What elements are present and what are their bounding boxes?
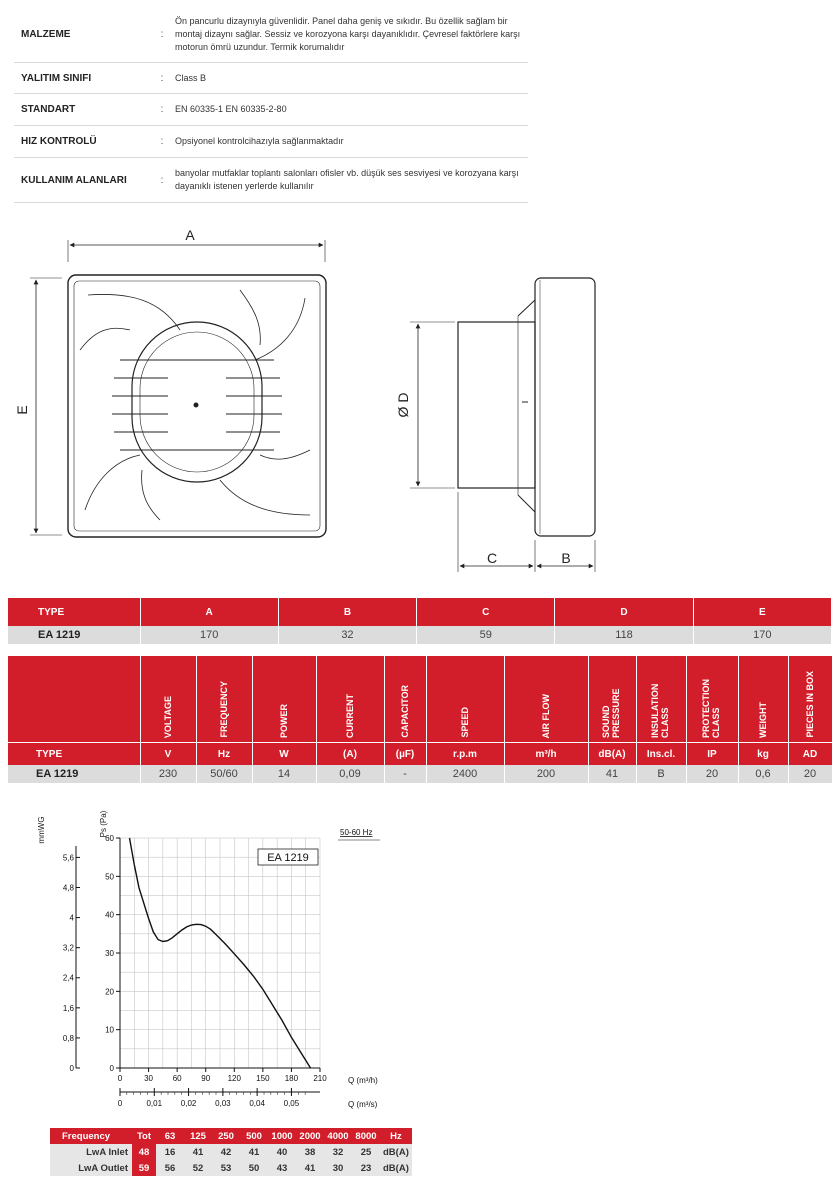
noise-inlet-row: [50, 1144, 412, 1160]
y-tick-label-pa: 0: [109, 1064, 114, 1073]
x-tick-label-m3h: 120: [227, 1074, 241, 1083]
noise-inlet-cell: 41: [184, 1144, 212, 1160]
chart-ticks: [63, 834, 327, 1108]
x-tick-label-m3s: 0,02: [180, 1099, 197, 1108]
y-tick-label-mmwg: 0,8: [62, 1033, 74, 1043]
unit-airflow: m³/h: [504, 743, 588, 766]
spec-colon: :: [160, 28, 164, 40]
spec-colon: :: [160, 72, 164, 84]
spec-key: YALITIM SINIFI: [21, 72, 92, 84]
spec-row-material: [14, 6, 528, 63]
noise-head-125: 125: [184, 1128, 212, 1144]
y-tick-label-mmwg: 3,2: [62, 943, 74, 953]
tech-header-frequency: FREQUENCY: [196, 656, 252, 743]
tech-header-power: POWER: [252, 656, 316, 743]
noise-head-4000: 4000: [324, 1128, 352, 1144]
dim-header-e: E: [693, 598, 831, 626]
noise-inlet-cell: 25: [352, 1144, 380, 1160]
val-current: 0,09: [316, 765, 384, 783]
spec-row-standard: [14, 94, 528, 126]
x-tick-label-m3h: 30: [144, 1074, 154, 1083]
tech-header-row: [8, 656, 832, 743]
dim-header-c: C: [417, 598, 555, 626]
dim-type: EA 1219: [8, 626, 140, 644]
dimensions-value-row: [8, 626, 832, 644]
x-tick-label-m3s: 0: [117, 1099, 123, 1108]
tech-header-protection: PROTECTION CLASS: [686, 656, 738, 743]
tech-header-current: CURRENT: [316, 656, 384, 743]
spec-value: Ön pancurlu dizaynıyla güvenlidir. Panel daha geniş ve sıkıdır. Bu özellik sağlam bir montaj dizaynı sağlar. Sessiz ve korozyona karşı dayanıklıdır. Çevresel faktörlere karşı motorun ömrü uzundur. Termik korumalıdır: [175, 15, 521, 52]
x-tick-label-m3h: 180: [284, 1074, 299, 1083]
spec-row-insulation: [14, 63, 528, 94]
dim-label-e: E: [14, 405, 30, 415]
noise-outlet-cell: 30: [324, 1160, 352, 1176]
noise-inlet-cell: 16: [156, 1144, 184, 1160]
noise-inlet-cell: 40: [268, 1144, 296, 1160]
y-tick-label-pa: 40: [105, 910, 114, 920]
dim-label-c: C: [486, 550, 498, 566]
dim-a: 170: [140, 626, 278, 644]
x-tick-label-m3s: 0,04: [249, 1099, 265, 1108]
frequency-label: 50-60 Hz: [340, 828, 373, 837]
unit-capacitor: (µF): [384, 743, 426, 766]
noise-inlet-unit: dB(A): [380, 1144, 412, 1160]
tech-header-capacitor: CAPACITOR: [384, 656, 426, 743]
dim-label-d: Ø D: [395, 392, 411, 418]
spec-value: banyolar mutfaklar toplantı salonları ofisler vb. düşük ses sesviyesi ve korozyana karşı dayanıklı istenen yerlerde kullanılır: [175, 168, 519, 191]
spec-row-speed-control: [14, 126, 528, 158]
noise-outlet-cell: 50: [240, 1160, 268, 1176]
unit-weight: kg: [738, 743, 788, 766]
x-tick-label-m3s: 0,03: [215, 1099, 231, 1108]
x-tick-label-m3h: 150: [256, 1074, 270, 1083]
spec-table: [14, 6, 528, 203]
dim-label-b: B: [561, 550, 571, 566]
y-tick-label-pa: 10: [105, 1025, 114, 1035]
spec-key: MALZEME: [21, 28, 71, 40]
noise-head-label: Frequency: [50, 1128, 132, 1144]
unit-current: (A): [316, 743, 384, 766]
val-speed: 2400: [426, 765, 504, 783]
spec-value: EN 60335-1 EN 60335-2-80: [175, 104, 287, 114]
y-tick-label-mmwg: 5,6: [62, 853, 74, 863]
x-tick-label-m3s: 0,05: [283, 1099, 300, 1108]
x-tick-label-m3h: 210: [313, 1074, 327, 1083]
chart-ylabel-right: Ps (Pa): [99, 810, 108, 838]
noise-inlet-cell: 38: [296, 1144, 324, 1160]
dim-header-b: B: [278, 598, 416, 626]
x-tick-label-m3h: 90: [201, 1074, 211, 1083]
y-tick-label-mmwg: 4,8: [62, 883, 74, 893]
spec-colon: :: [160, 136, 164, 147]
noise-outlet-tot: 59: [132, 1160, 156, 1176]
x2-axis-label: Q (m³/s): [348, 1100, 378, 1109]
noise-inlet-cell: 41: [240, 1144, 268, 1160]
noise-outlet-unit: dB(A): [380, 1160, 412, 1176]
val-weight: 0,6: [738, 765, 788, 783]
dimensions-header-row: [8, 598, 832, 626]
noise-head-8000: 8000: [352, 1128, 380, 1144]
dim-e: 170: [693, 626, 831, 644]
y-tick-label-mmwg: 0: [69, 1064, 74, 1073]
val-protection: 20: [686, 765, 738, 783]
noise-head-unit: Hz: [380, 1128, 412, 1144]
noise-table: [50, 1128, 412, 1176]
unit-voltage: V: [140, 743, 196, 766]
unit-speed: r.p.m: [426, 743, 504, 766]
noise-head-2000: 2000: [296, 1128, 324, 1144]
noise-head-63: 63: [156, 1128, 184, 1144]
noise-outlet-cell: 56: [156, 1160, 184, 1176]
tech-type-label: TYPE: [8, 743, 140, 766]
unit-power: W: [252, 743, 316, 766]
x-tick-label-m3s: 0,01: [146, 1099, 163, 1108]
dim-header-a: A: [140, 598, 278, 626]
y-tick-label-pa: 60: [105, 834, 114, 843]
performance-chart: [30, 810, 400, 1120]
noise-outlet-cell: 52: [184, 1160, 212, 1176]
noise-inlet-cell: 42: [212, 1144, 240, 1160]
noise-inlet-cell: 32: [324, 1144, 352, 1160]
unit-frequency: Hz: [196, 743, 252, 766]
tech-header-sound: SOUND PRESSURE: [588, 656, 636, 743]
noise-head-500: 500: [240, 1128, 268, 1144]
spec-key: KULLANIM ALANLARI: [21, 174, 127, 186]
noise-head-1000: 1000: [268, 1128, 296, 1144]
noise-inlet-tot: 48: [132, 1144, 156, 1160]
dim-b: 32: [278, 626, 416, 644]
tech-header-speed: SPEED: [426, 656, 504, 743]
val-voltage: 230: [140, 765, 196, 783]
tech-header-blank: [8, 656, 140, 743]
tech-header-airflow: AIR FLOW: [504, 656, 588, 743]
val-insulation: B: [636, 765, 686, 783]
y-tick-label-pa: 30: [105, 949, 114, 958]
noise-inlet-label: LwA Inlet: [50, 1144, 132, 1160]
spec-value: Opsiyonel kontrolcihazıyla sağlanmaktadır: [175, 136, 344, 146]
chart-ylabel-left: mmWG: [37, 816, 46, 844]
y-tick-label-pa: 20: [105, 987, 114, 997]
x-axis-label: Q (m³/h): [348, 1076, 378, 1085]
technical-drawing: [0, 220, 640, 580]
dim-header-type: TYPE: [8, 598, 140, 626]
x-tick-label-m3h: 60: [172, 1074, 182, 1083]
dimensions-table: [8, 598, 832, 644]
tech-value-row: [8, 765, 832, 783]
technical-table: [8, 656, 833, 783]
noise-outlet-row: [50, 1160, 412, 1176]
spec-key: HIZ KONTROLÜ: [21, 136, 97, 147]
val-frequency: 50/60: [196, 765, 252, 783]
noise-header-row: [50, 1128, 412, 1144]
dim-c: 59: [417, 626, 555, 644]
val-sound: 41: [588, 765, 636, 783]
dim-label-a: A: [185, 227, 195, 243]
tech-header-voltage: VOLTAGE: [140, 656, 196, 743]
model-label: EA 1219: [267, 852, 309, 864]
dim-header-d: D: [555, 598, 693, 626]
tech-units-row: [8, 743, 832, 766]
noise-outlet-cell: 41: [296, 1160, 324, 1176]
noise-outlet-cell: 23: [352, 1160, 380, 1176]
front-view: [30, 240, 326, 537]
y-tick-label-mmwg: 2,4: [62, 973, 74, 983]
tech-header-insulation: INSULATION CLASS: [636, 656, 686, 743]
tech-header-pieces: PIECES IN BOX: [788, 656, 832, 743]
tech-header-weight: WEIGHT: [738, 656, 788, 743]
spec-value: Class B: [175, 72, 207, 83]
val-capacitor: -: [384, 765, 426, 783]
y-tick-label-mmwg: 4: [69, 913, 74, 923]
tech-type: EA 1219: [8, 765, 140, 783]
val-power: 14: [252, 765, 316, 783]
noise-outlet-label: LwA Outlet: [50, 1160, 132, 1176]
unit-sound: dB(A): [588, 743, 636, 766]
noise-outlet-cell: 53: [212, 1160, 240, 1176]
unit-pieces: AD: [788, 743, 832, 766]
noise-head-tot: Tot: [132, 1128, 156, 1144]
val-airflow: 200: [504, 765, 588, 783]
noise-head-250: 250: [212, 1128, 240, 1144]
dim-d: 118: [555, 626, 693, 644]
val-pieces: 20: [788, 765, 832, 783]
unit-insulation: Ins.cl.: [636, 743, 686, 766]
spec-key: STANDART: [21, 104, 76, 115]
y-tick-label-pa: 50: [105, 872, 114, 882]
spec-row-usage: [14, 158, 528, 203]
fan-grille: [112, 322, 282, 482]
y-tick-label-mmwg: 1,6: [62, 1003, 74, 1013]
x-tick-label-m3h: 0: [117, 1074, 123, 1083]
side-view: [410, 278, 595, 572]
spec-colon: :: [160, 104, 164, 115]
spec-colon: :: [160, 174, 164, 186]
unit-protection: IP: [686, 743, 738, 766]
noise-outlet-cell: 43: [268, 1160, 296, 1176]
